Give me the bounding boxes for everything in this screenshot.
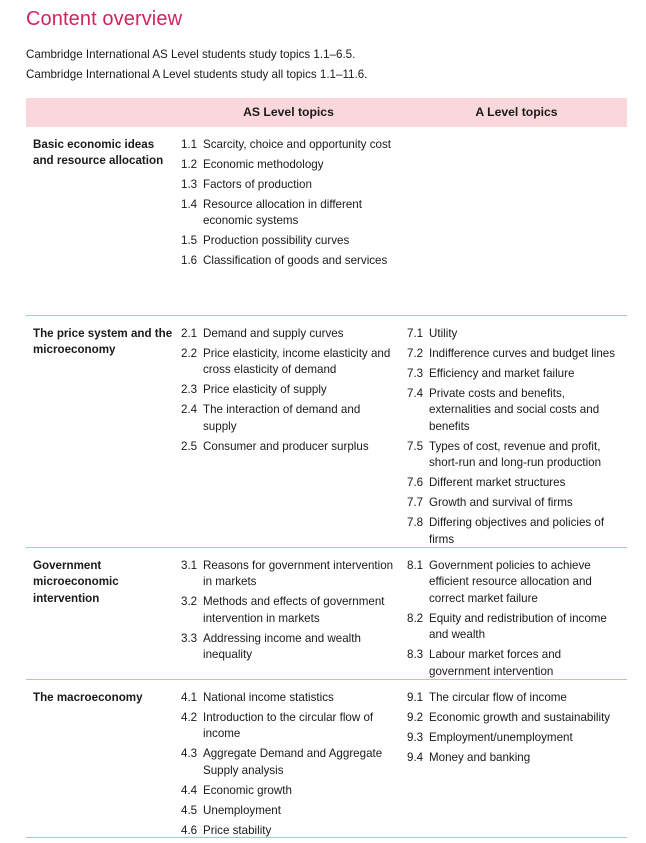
row-category: The macroeconomy (33, 691, 143, 704)
topic-number: 7.7 (407, 496, 424, 510)
topic-item (181, 326, 396, 342)
intro-line-as: Cambridge International AS Level students study topics 1.1–6.5. (26, 48, 356, 61)
topic-item (407, 386, 622, 435)
topic-text: The interaction of demand and supply (203, 403, 361, 433)
topic-text: Price elasticity, income elasticity and cross elasticity of demand (203, 347, 391, 377)
topic-item (181, 439, 396, 455)
topic-number: 1.5 (181, 234, 198, 248)
topic-item (181, 823, 396, 839)
topic-number: 2.2 (181, 347, 198, 360)
topic-item (407, 515, 622, 548)
topic-item (407, 558, 622, 607)
topic-number: 3.3 (181, 631, 198, 645)
table-row (26, 680, 627, 838)
row-category: The price system and the microeconomy (33, 327, 173, 357)
topic-item (181, 746, 396, 779)
topic-number: 9.1 (407, 691, 424, 704)
topic-text: Labour market forces and government intervention (429, 648, 562, 678)
a-topic-list (407, 326, 622, 552)
topic-item (407, 730, 622, 746)
topic-number: 7.1 (407, 327, 424, 340)
topic-item (181, 346, 396, 379)
topic-item (181, 137, 396, 153)
topic-number: 1.3 (181, 178, 198, 191)
topic-number: 1.4 (181, 198, 198, 211)
page-title: Content overview (26, 8, 183, 30)
topic-number: 4.5 (181, 803, 198, 817)
row-category: Basic economic ideas and resource allocation (33, 138, 164, 168)
topic-number: 9.4 (407, 751, 424, 764)
topic-text: Growth and survival of firms (429, 496, 573, 510)
topic-text: Government policies to achieve efficient resource allocation and correct market failure (429, 559, 592, 605)
topic-item (181, 783, 396, 799)
topic-text: Reasons for government intervention in markets (203, 559, 394, 589)
topic-number: 8.1 (407, 559, 424, 572)
topic-text: Economic growth and sustainability (429, 711, 611, 724)
table-row (26, 316, 627, 548)
topic-text: Utility (429, 327, 458, 340)
topic-item (181, 710, 396, 743)
topic-text: Addressing income and wealth inequality (203, 631, 361, 662)
topic-text: Types of cost, revenue and profit, short-run and long-run production (429, 439, 602, 470)
intro-line-a: Cambridge International A Level students study all topics 1.1–11.6. (26, 68, 368, 81)
topic-text: Resource allocation in different economic systems (203, 198, 362, 228)
as-topic-list (181, 558, 396, 667)
header-as-level: AS Level topics (243, 105, 334, 119)
topic-text: Efficiency and market failure (429, 367, 575, 380)
topic-number: 7.3 (407, 367, 424, 380)
topic-item (407, 710, 622, 726)
topic-item (181, 803, 396, 819)
topic-text: Production possibility curves (203, 234, 350, 248)
topic-number: 3.2 (181, 595, 198, 609)
topic-item (407, 690, 622, 706)
topic-text: Demand and supply curves (203, 327, 344, 340)
topic-item (407, 647, 622, 680)
table-row (26, 127, 627, 316)
table-header (26, 98, 627, 127)
topic-text: Unemployment (203, 803, 281, 817)
topic-text: Different market structures (429, 476, 566, 490)
topic-text: The circular flow of income (429, 691, 567, 704)
topic-text: National income statistics (203, 691, 334, 704)
topic-text: Economic methodology (203, 158, 324, 171)
topic-number: 9.2 (407, 711, 424, 724)
topic-item (181, 631, 396, 664)
topic-text: Methods and effects of government intervention in markets (203, 595, 385, 625)
content-table (26, 98, 627, 838)
topic-text: Differing objectives and policies of firms (429, 516, 605, 546)
topic-number: 1.2 (181, 158, 198, 171)
topic-item (181, 594, 396, 627)
topic-number: 2.5 (181, 439, 198, 453)
topic-text: Price stability (203, 823, 272, 837)
topic-item (181, 177, 396, 193)
topic-item (181, 382, 396, 398)
topic-text: Consumer and producer surplus (203, 439, 369, 453)
topic-text: Equity and redistribution of income and wealth (429, 611, 607, 642)
topic-text: Money and banking (429, 751, 531, 764)
topic-text: Indifference curves and budget lines (429, 347, 616, 360)
topic-number: 7.4 (407, 387, 424, 400)
topic-item (407, 346, 622, 362)
topic-text: Economic growth (203, 783, 292, 797)
topic-text: Private costs and benefits, externalities and social costs and benefits (429, 387, 600, 433)
topic-number: 7.2 (407, 347, 424, 360)
topic-number: 8.3 (407, 648, 424, 662)
topic-item (407, 326, 622, 342)
as-topic-list (181, 137, 396, 273)
topic-number: 7.5 (407, 439, 424, 453)
topic-number: 2.4 (181, 403, 198, 417)
topic-item (407, 366, 622, 382)
topic-number: 2.1 (181, 327, 198, 340)
topic-number: 1.6 (181, 254, 198, 268)
topic-number: 4.1 (181, 691, 198, 704)
topic-number: 4.2 (181, 711, 198, 724)
topic-number: 7.8 (407, 516, 424, 530)
topic-item (181, 157, 396, 173)
a-topic-list (407, 558, 622, 684)
topic-text: Aggregate Demand and Aggregate Supply analysis (203, 747, 383, 777)
topic-number: 3.1 (181, 559, 198, 572)
topic-number: 8.2 (407, 611, 424, 625)
topic-number: 4.3 (181, 747, 198, 761)
as-topic-list (181, 326, 396, 459)
topic-item (181, 402, 396, 435)
row-category: Government microeconomic intervention (33, 559, 119, 605)
topic-item (407, 495, 622, 511)
topic-number: 1.1 (181, 138, 198, 151)
topic-text: Introduction to the circular flow of income (203, 711, 374, 741)
topic-text: Classification of goods and services (203, 254, 388, 268)
topic-text: Factors of production (203, 178, 312, 191)
topic-text: Price elasticity of supply (203, 383, 327, 397)
topic-item (181, 690, 396, 706)
topic-number: 4.4 (181, 783, 198, 797)
topic-number: 7.6 (407, 476, 424, 490)
topic-number: 9.3 (407, 731, 424, 744)
topic-item (181, 197, 396, 230)
intro-text (26, 45, 367, 85)
topic-item (407, 439, 622, 472)
topic-item (181, 253, 396, 269)
header-a-level: A Level topics (475, 105, 558, 119)
topic-item (181, 233, 396, 249)
a-topic-list (407, 690, 622, 770)
topic-number: 4.6 (181, 823, 198, 837)
topic-item (407, 750, 622, 766)
topic-text: Scarcity, choice and opportunity cost (203, 138, 391, 151)
table-row (26, 548, 627, 680)
topic-number: 2.3 (181, 383, 198, 397)
topic-item (407, 611, 622, 644)
topic-item (407, 475, 622, 491)
topic-item (181, 558, 396, 591)
table-body (26, 127, 627, 838)
topic-text: Employment/unemployment (429, 731, 573, 744)
